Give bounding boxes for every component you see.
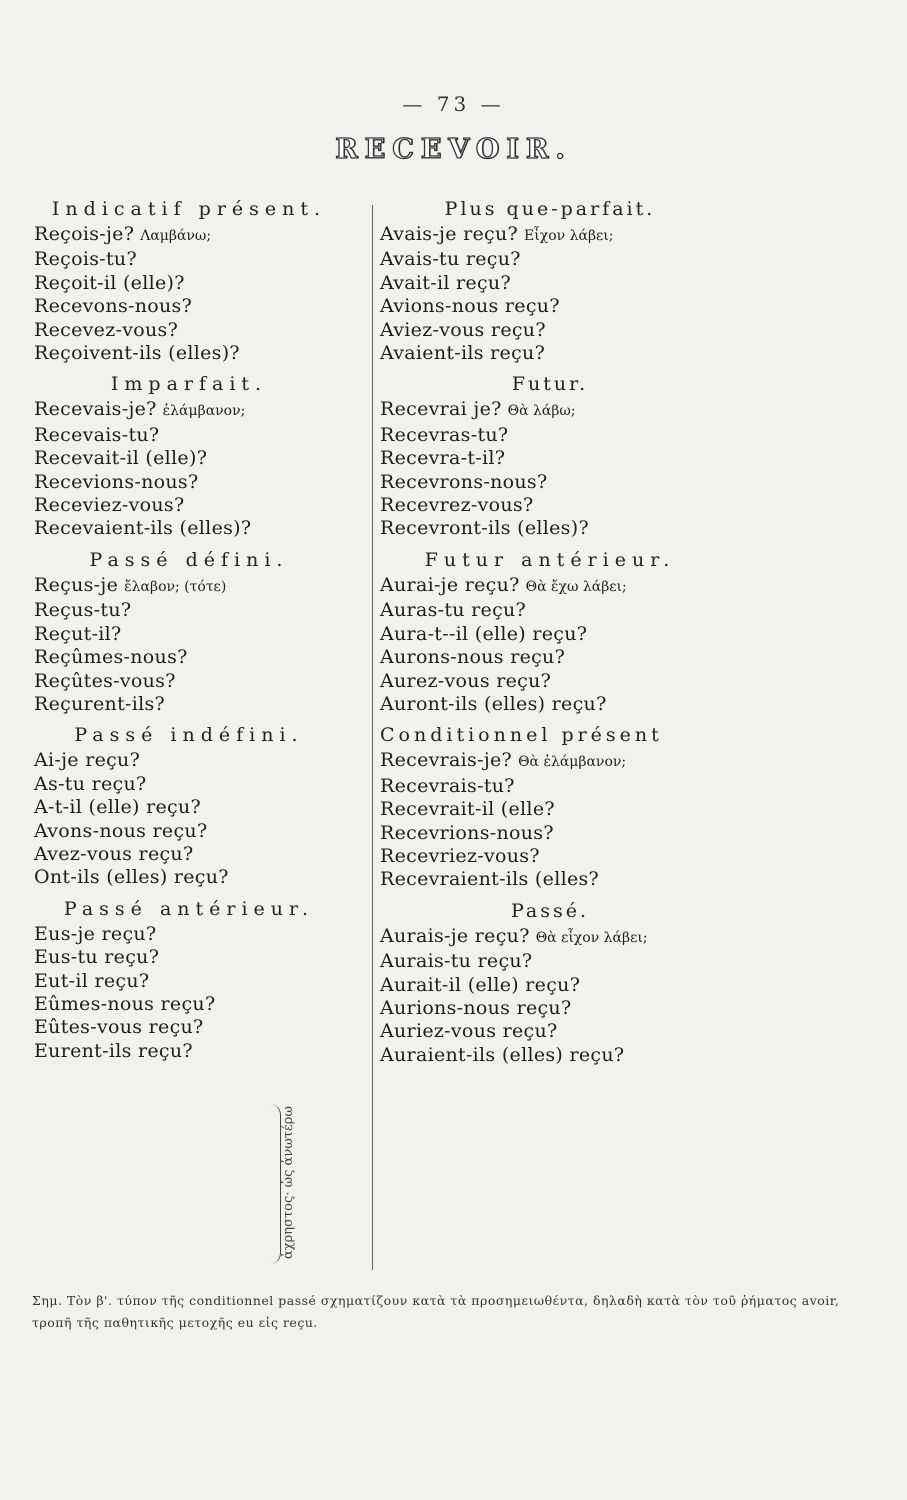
conjugation-line bbox=[34, 319, 364, 342]
conjugation-line bbox=[380, 342, 720, 365]
french-form: Recevront-ils (elles)? bbox=[380, 517, 589, 540]
conjugation-line bbox=[34, 272, 364, 295]
conjugation-line bbox=[380, 997, 720, 1020]
conjugation-line bbox=[380, 925, 720, 950]
conjugation-line bbox=[34, 1040, 364, 1063]
greek-translation: Θὰ εἶχον λάβει; bbox=[535, 929, 648, 946]
conjugation-section bbox=[34, 547, 364, 716]
conjugation-line bbox=[380, 974, 720, 997]
french-form: Reçurent-ils? bbox=[34, 692, 166, 715]
conjugation-line bbox=[380, 670, 720, 693]
conjugation-line bbox=[34, 574, 364, 599]
conjugation-line bbox=[380, 494, 720, 517]
french-form: Eut-il reçu? bbox=[34, 969, 150, 992]
conjugation-section bbox=[380, 898, 720, 1067]
greek-translation: Θὰ ἔχω λάβει; bbox=[525, 578, 627, 595]
conjugation-line bbox=[34, 923, 364, 946]
french-form: Avaient-ils reçu? bbox=[380, 342, 546, 365]
french-form: A-t-il (elle) reçu? bbox=[34, 796, 201, 819]
conjugation-line bbox=[34, 843, 364, 866]
french-form: Avez-vous reçu? bbox=[34, 842, 194, 865]
french-form: Recevez-vous? bbox=[34, 318, 179, 341]
french-form: Reçûtes-vous? bbox=[34, 669, 176, 692]
french-form: Recevras-tu? bbox=[380, 423, 509, 446]
french-form: Eûtes-vous reçu? bbox=[34, 1016, 204, 1039]
conjugation-line bbox=[380, 693, 720, 716]
conjugation-line bbox=[34, 398, 364, 423]
conjugation-line bbox=[380, 822, 720, 845]
conjugation-line bbox=[380, 623, 720, 646]
french-form: Reçus-je bbox=[34, 573, 119, 596]
conjugation-line bbox=[34, 749, 364, 772]
conjugation-line bbox=[34, 517, 364, 540]
french-form: Eurent-ils reçu? bbox=[34, 1039, 193, 1062]
conjugation-list bbox=[34, 923, 364, 1063]
conjugation-line bbox=[380, 517, 720, 540]
french-form: Auraient-ils (elles) reçu? bbox=[380, 1043, 625, 1066]
conjugation-line bbox=[34, 342, 364, 365]
conjugation-line bbox=[380, 272, 720, 295]
french-form: Aura-t--il (elle) reçu? bbox=[380, 622, 588, 645]
french-form: Ai-je reçu? bbox=[34, 749, 141, 772]
french-form: Recevaient-ils (elles)? bbox=[34, 517, 252, 540]
conjugation-section bbox=[380, 196, 720, 365]
column-divider bbox=[372, 205, 373, 1270]
french-form: Reçoivent-ils (elles)? bbox=[34, 342, 240, 365]
conjugation-line bbox=[34, 773, 364, 796]
conjugation-line bbox=[34, 693, 364, 716]
conjugation-line bbox=[34, 796, 364, 819]
tense-heading: Conditionnel présent bbox=[380, 724, 663, 747]
conjugation-section bbox=[34, 371, 364, 540]
tense-heading: Passé. bbox=[510, 899, 590, 922]
page-title: RECEVOIR. bbox=[335, 134, 572, 165]
footnote: Σημ. Τὸν β'. τύπον τῆς conditionnel passé σχηματίζουν κατὰ τὰ προσημειωθέντα, δηλαδὴ κατὰ τὸν τοῦ ῥήματος avoir, τροπῆ τῆς παθητικῆς μετοχῆς eu εἰς reçu. bbox=[32, 1293, 840, 1330]
french-form: Auront-ils (elles) reçu? bbox=[380, 692, 607, 715]
conjugation-line bbox=[380, 798, 720, 821]
conjugation-line bbox=[34, 424, 364, 447]
conjugation-line bbox=[34, 599, 364, 622]
conjugation-line bbox=[380, 775, 720, 798]
greek-translation: Λαμβάνω; bbox=[140, 228, 212, 244]
greek-translation: Θὰ λάβω; bbox=[507, 403, 576, 420]
tense-heading: Passé défini. bbox=[89, 548, 289, 571]
tense-heading: Indicatif présent. bbox=[51, 198, 327, 220]
french-form: Recevrait-il (elle? bbox=[380, 798, 555, 821]
french-form: Aurai-je reçu? bbox=[380, 573, 520, 596]
conjugation-list bbox=[34, 749, 364, 889]
conjugation-line bbox=[34, 646, 364, 669]
french-form: Reçus-tu? bbox=[34, 599, 132, 622]
french-form: Recevriez-vous? bbox=[380, 844, 540, 867]
greek-translation: ἐλάμβανον; bbox=[162, 403, 246, 420]
french-form: Recevrons-nous? bbox=[380, 470, 548, 493]
tense-heading: Passé indéfini. bbox=[74, 724, 304, 747]
conjugation-list bbox=[34, 398, 364, 540]
conjugation-list bbox=[34, 223, 364, 365]
french-form: Reçut-il? bbox=[34, 622, 122, 645]
tense-heading: Passé antérieur. bbox=[63, 897, 315, 920]
french-form: Receviez-vous? bbox=[34, 494, 185, 517]
french-form: As-tu reçu? bbox=[34, 772, 147, 795]
conjugation-line bbox=[34, 1016, 364, 1039]
tense-heading: Futur antérieur. bbox=[424, 548, 676, 571]
french-form: Recevra-t-il? bbox=[380, 447, 506, 470]
conjugation-section bbox=[34, 896, 364, 1063]
french-form: Recevons-nous? bbox=[34, 295, 193, 318]
french-form: Aviez-vous reçu? bbox=[380, 318, 546, 341]
french-form: Recevais-tu? bbox=[34, 423, 160, 446]
conjugation-line bbox=[380, 574, 720, 599]
conjugation-line bbox=[34, 866, 364, 889]
conjugation-line bbox=[34, 993, 364, 1016]
tense-heading: Plus que-parfait. bbox=[444, 198, 656, 220]
conjugation-line bbox=[34, 670, 364, 693]
french-form: Auras-tu reçu? bbox=[380, 599, 527, 622]
right-column bbox=[380, 196, 720, 1073]
greek-translation: Εἶχον λάβει; bbox=[524, 228, 614, 244]
conjugation-line bbox=[380, 1020, 720, 1043]
page-number: — 73 — bbox=[402, 92, 505, 116]
french-form: Reçoit-il (elle)? bbox=[34, 271, 185, 294]
french-form: Recevait-il (elle)? bbox=[34, 447, 208, 470]
conjugation-list bbox=[380, 925, 720, 1067]
conjugation-section bbox=[380, 722, 720, 891]
french-form: Avais-je reçu? bbox=[380, 223, 519, 245]
conjugation-line bbox=[380, 471, 720, 494]
french-form: Recevrez-vous? bbox=[380, 494, 534, 517]
tense-heading: Futur. bbox=[511, 373, 589, 396]
conjugation-line bbox=[380, 295, 720, 318]
french-form: Recevraient-ils (elles? bbox=[380, 868, 600, 891]
conjugation-line bbox=[380, 646, 720, 669]
french-form: Recevrions-nous? bbox=[380, 821, 554, 844]
tense-heading: Imparfait. bbox=[110, 373, 268, 396]
conjugation-line bbox=[380, 223, 720, 248]
french-form: Avais-tu reçu? bbox=[380, 248, 521, 271]
french-form: Aurait-il (elle) reçu? bbox=[380, 973, 581, 996]
french-form: Reçûmes-nous? bbox=[34, 646, 188, 669]
conjugation-list bbox=[380, 749, 720, 891]
french-form: Eus-tu reçu? bbox=[34, 946, 160, 969]
conjugation-line bbox=[34, 946, 364, 969]
greek-translation: ἔλαβον; (τότε) bbox=[124, 578, 227, 595]
french-form: Reçois-je? bbox=[34, 223, 135, 245]
conjugation-line bbox=[380, 248, 720, 271]
conjugation-line bbox=[34, 471, 364, 494]
french-form: Aurais-tu reçu? bbox=[380, 950, 533, 973]
conjugation-line bbox=[34, 295, 364, 318]
conjugation-line bbox=[380, 950, 720, 973]
french-form: Ont-ils (elles) reçu? bbox=[34, 866, 229, 889]
french-form: Aurons-nous reçu? bbox=[380, 646, 566, 669]
conjugation-line bbox=[380, 1044, 720, 1067]
greek-translation: Θὰ ἐλάμβανον; bbox=[518, 754, 627, 771]
conjugation-line bbox=[380, 319, 720, 342]
conjugation-line bbox=[34, 248, 364, 271]
french-form: Recevions-nous? bbox=[34, 470, 199, 493]
conjugation-line bbox=[380, 447, 720, 470]
french-form: Eûmes-nous reçu? bbox=[34, 992, 216, 1015]
french-form: Recevrai je? bbox=[380, 398, 502, 421]
french-form: Aurais-je reçu? bbox=[380, 924, 530, 947]
conjugation-line bbox=[380, 424, 720, 447]
french-form: Recevais-je? bbox=[34, 398, 157, 421]
conjugation-list bbox=[34, 574, 364, 716]
conjugation-list bbox=[380, 398, 720, 540]
french-form: Reçois-tu? bbox=[34, 248, 137, 271]
french-form: Eus-je reçu? bbox=[34, 922, 157, 945]
conjugation-list bbox=[380, 223, 720, 365]
conjugation-line bbox=[380, 749, 720, 774]
french-form: Avions-nous reçu? bbox=[380, 295, 560, 318]
conjugation-section bbox=[34, 196, 364, 365]
conjugation-list bbox=[380, 574, 720, 716]
conjugation-section bbox=[380, 547, 720, 716]
french-form: Avait-il reçu? bbox=[380, 271, 511, 294]
conjugation-line bbox=[34, 970, 364, 993]
conjugation-line bbox=[34, 820, 364, 843]
conjugation-line bbox=[34, 623, 364, 646]
left-column bbox=[34, 196, 364, 1069]
conjugation-line bbox=[380, 599, 720, 622]
french-form: Avons-nous reçu? bbox=[34, 819, 208, 842]
conjugation-section bbox=[34, 722, 364, 889]
conjugation-line bbox=[34, 494, 364, 517]
bracket-note: ἀχρηστος· ὡς ἀνωτέρω bbox=[281, 1106, 296, 1259]
french-form: Auriez-vous reçu? bbox=[380, 1020, 558, 1043]
french-form: Aurez-vous reçu? bbox=[380, 669, 552, 692]
conjugation-section bbox=[380, 371, 720, 540]
conjugation-line bbox=[380, 398, 720, 423]
conjugation-line bbox=[380, 868, 720, 891]
conjugation-line bbox=[34, 447, 364, 470]
conjugation-line bbox=[380, 845, 720, 868]
french-form: Recevrais-je? bbox=[380, 749, 513, 772]
french-form: Aurions-nous reçu? bbox=[380, 996, 572, 1019]
french-form: Recevrais-tu? bbox=[380, 774, 515, 797]
conjugation-line bbox=[34, 223, 364, 248]
